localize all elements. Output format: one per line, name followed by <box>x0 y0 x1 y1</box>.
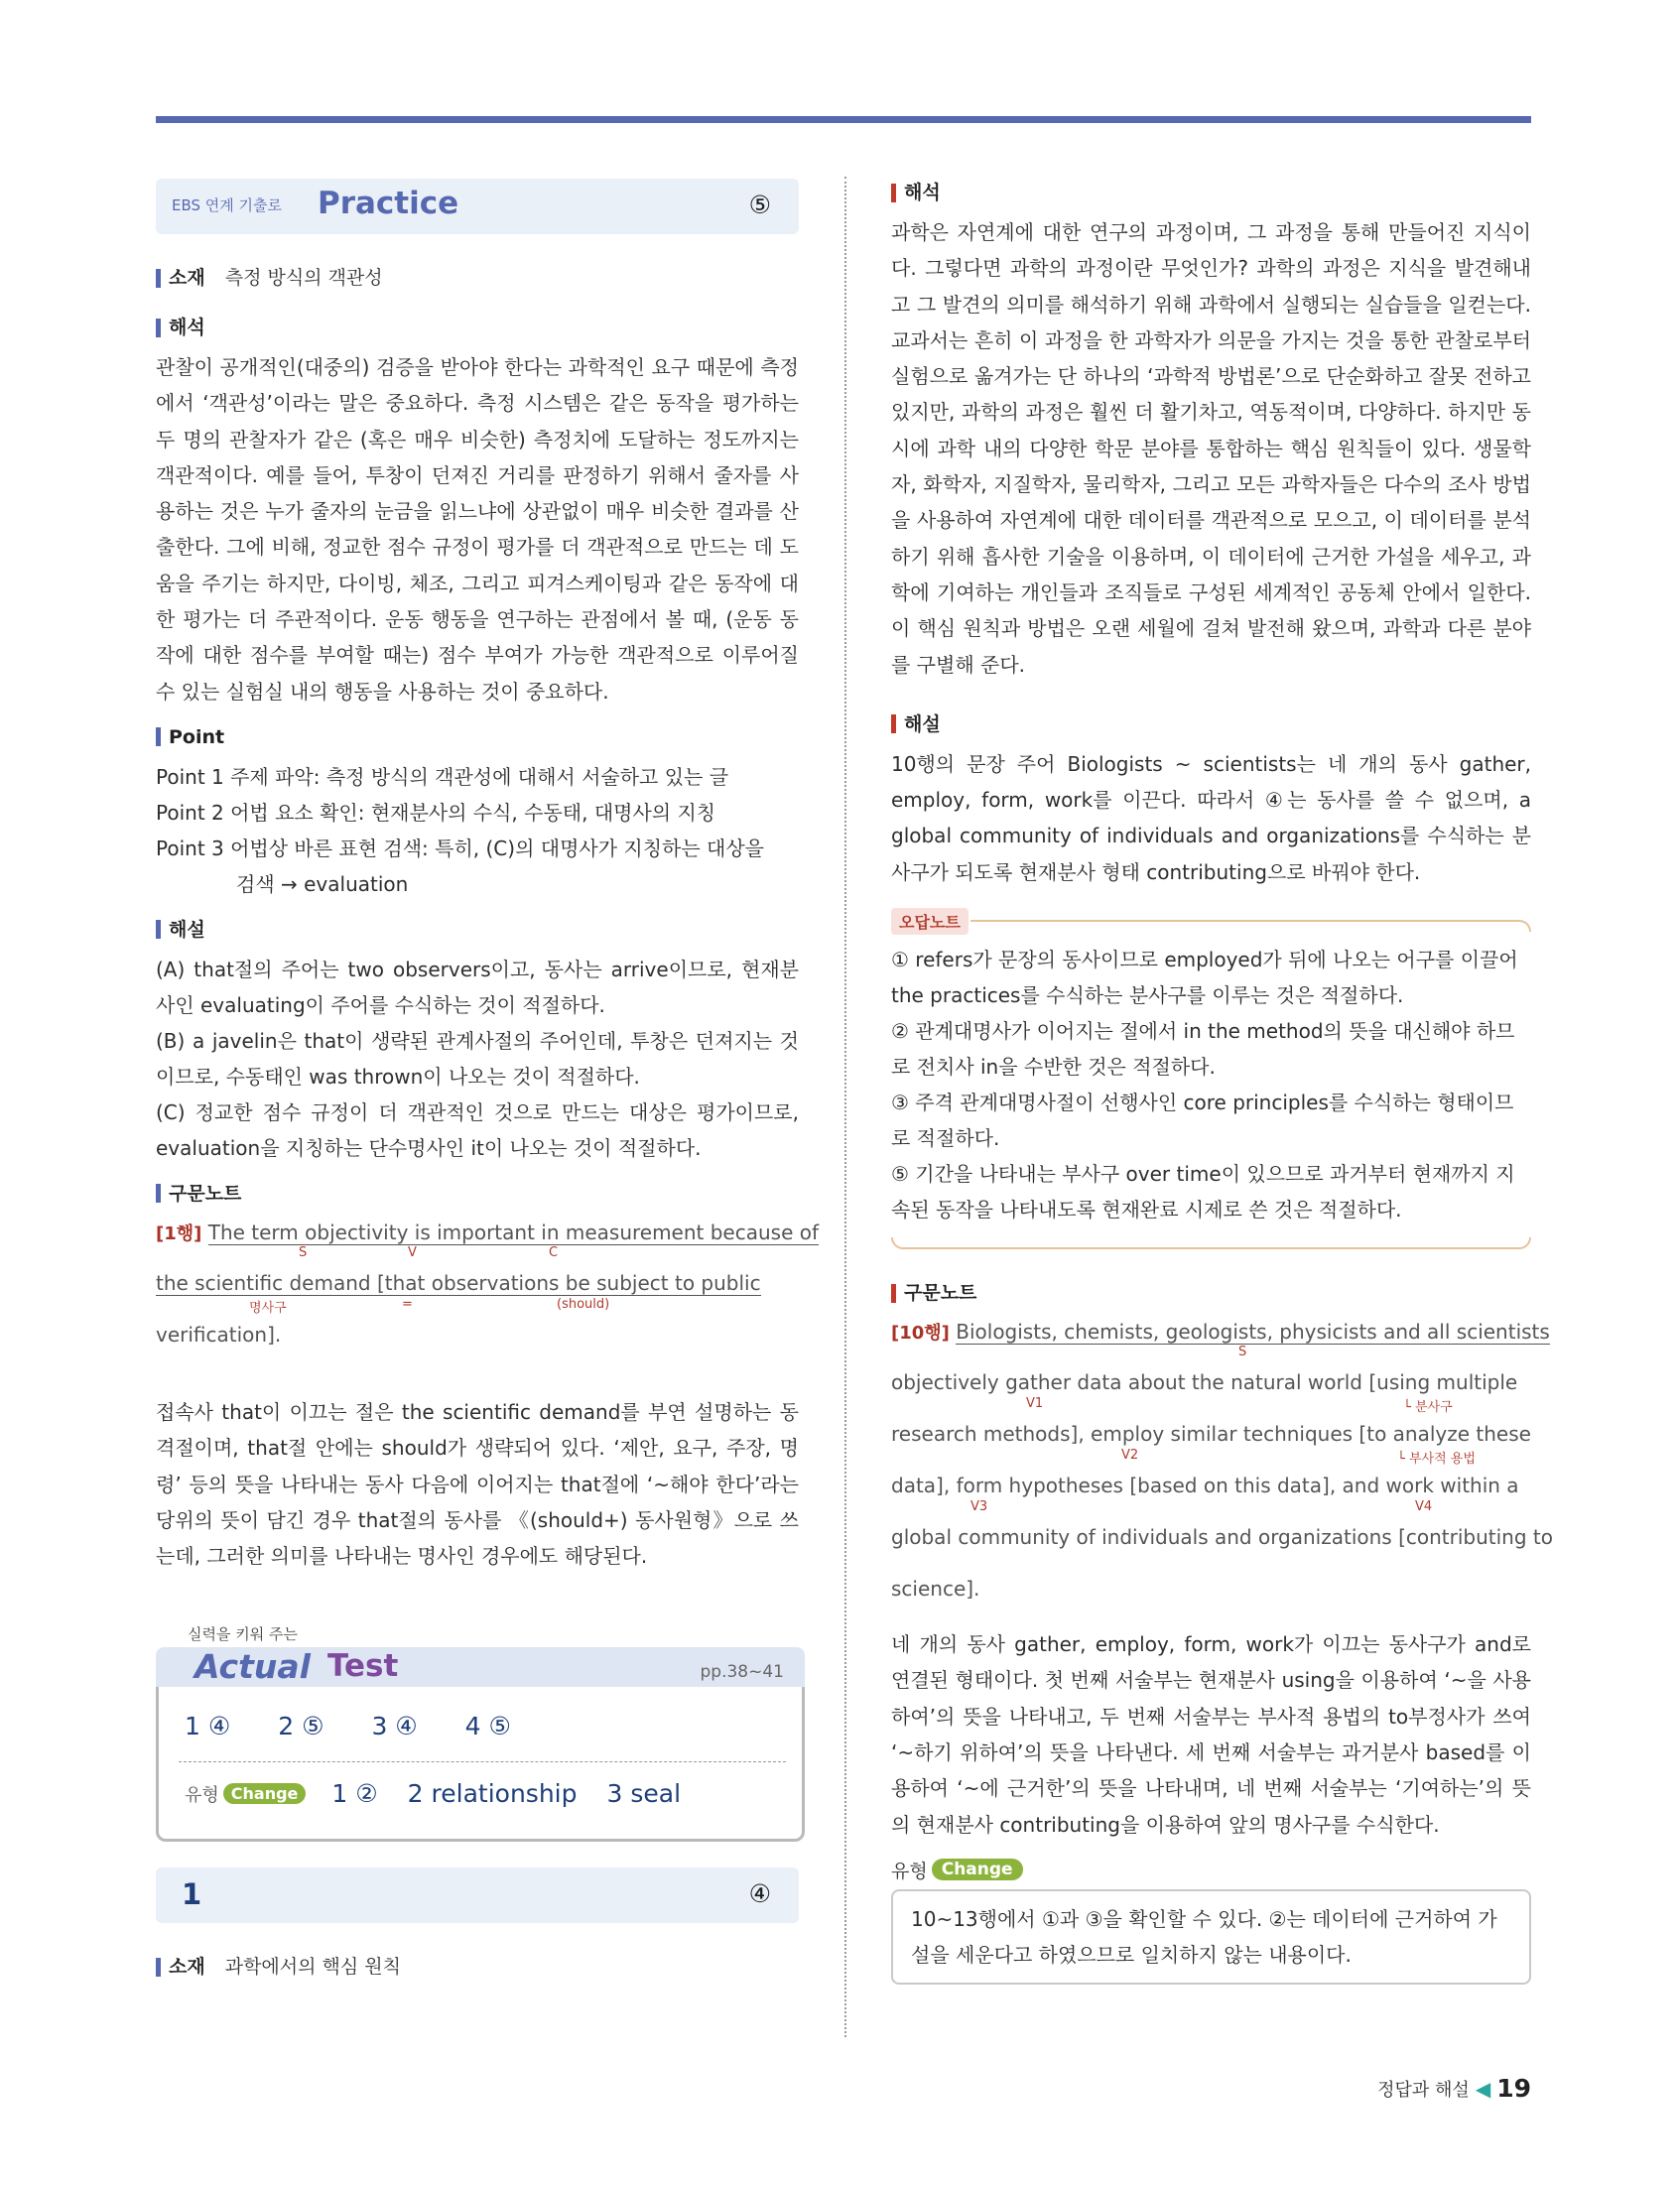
footer-section-label: 정답과 해설 <box>1377 2079 1470 2101</box>
topic-heading <box>156 1953 799 1981</box>
page-number: 19 <box>1496 2074 1531 2103</box>
type-change-text: 10~13행에서 ①과 ③을 확인할 수 있다. ②는 데이터에 근거하여 가설을 세운다고 하였으므로 일치하지 않는 내용이다. <box>891 1889 1531 1985</box>
explanation-label: 해설 <box>904 712 941 735</box>
wrong-note-item: ③ 주격 관계대명사절이 선행사인 core principles를 수식하는 형태이므로 적절하다. <box>891 1091 1514 1151</box>
grammar-label-noun: 명사구 <box>249 1300 287 1316</box>
grammar-line: verification]. <box>156 1322 282 1347</box>
section-bar <box>156 727 161 746</box>
practice-title: Practice <box>318 186 459 221</box>
grammar-label-adverbial: └ 부사적 용법 <box>1397 1452 1476 1468</box>
grammar-label-v1: V1 <box>1026 1396 1044 1412</box>
section-bar <box>156 920 161 939</box>
topic-heading <box>156 264 799 292</box>
point-label: Point <box>169 725 225 748</box>
actual-test-title-2: Test <box>327 1648 399 1685</box>
grammar-line: research methods], employ similar techniques [to analyze these <box>891 1422 1531 1447</box>
point-item: Point 1 주제 파악: 측정 방식의 객관성에 대해서 서술하고 있는 글 <box>156 764 729 789</box>
type-label: 유형 <box>891 1860 928 1882</box>
point-item: Point 2 어법 요소 확인: 현재분사의 수식, 수동태, 대명사의 지칭 <box>156 800 716 825</box>
grammar-line: objectively gather data about the natural world [using multiple <box>891 1370 1518 1395</box>
practice-small-label: EBS 연계 기출로 <box>172 196 283 214</box>
note-frame-bottom <box>891 1237 1531 1249</box>
question-answer: ④ <box>748 1879 771 1909</box>
topic-text: 측정 방식의 객관성 <box>224 267 383 289</box>
section-bar <box>156 1184 161 1203</box>
explanation-heading <box>891 710 1531 738</box>
translation-label: 해석 <box>904 182 941 203</box>
section-bar <box>156 1958 161 1977</box>
explanation-heading <box>156 916 799 944</box>
section-bar <box>156 269 161 288</box>
wrong-note-tag: 오답노트 <box>891 908 969 935</box>
column-divider <box>844 177 846 2037</box>
grammar-line: data], form hypotheses [based on this data], and work within a <box>891 1474 1519 1498</box>
explanation-item: (A) that절의 주어는 two observers이고, 동사는 arrive이므로, 현재분사인 evaluating이 주어를 수식하는 것이 적절하다. <box>156 957 799 1017</box>
actual-test-caption: 실력을 키워 주는 <box>188 1625 298 1644</box>
grammar-line: Biologists, chemists, geologists, physicists and all scientists <box>956 1320 1550 1345</box>
explanation-label: 해설 <box>169 918 205 941</box>
actual-test-pages: pp.38~41 <box>700 1662 784 1683</box>
point-item: Point 3 어법상 바른 표현 검색: 특히, (C)의 대명사가 지칭하는 대상을 <box>156 836 764 860</box>
grammar-label-s: S <box>1238 1345 1247 1360</box>
actual-test-answers <box>185 1712 551 1740</box>
grammar-label-participle: └ 분사구 <box>1403 1400 1453 1416</box>
change-badge: Change <box>932 1859 1023 1880</box>
explanation-text: 10행의 문장 주어 Biologists ~ scientists는 네 개의 동사 gather, employ, form, work를 이끈다. 따라서 ④는 동사를 쓸 수 없으며, a global community of individuals and organizations를 수식하는 분사구가 되도록 현재분사 형태 contributing으로 바꿔야 한다. <box>891 751 1531 884</box>
topic-text: 과학에서의 핵심 원칙 <box>224 1956 401 1979</box>
left-column <box>156 179 820 1989</box>
question-number: 1 <box>182 1877 202 1912</box>
wrong-note-item: ② 관계대명사가 이어지는 절에서 in the method의 뜻을 대신해야 하므로 전치사 in을 수반한 것은 적절하다. <box>891 1019 1515 1080</box>
grammar-line: science]. <box>891 1577 980 1602</box>
grammar-note: 접속사 that이 이끄는 절은 the scientific demand를 부연 설명하는 동격절이며, that절 안에는 should가 생략되어 있다. ‘제안, 요구, 주장, 명령’ 등의 뜻을 나타내는 동사 다음에 이어지는 that절에 ‘~해야 한다’라는 당위의 뜻이 담긴 경우 that절의 동사를 《(should+) 동사원형》으로 쓰는데, 그러한 의미를 나타내는 명사인 경우에도 해당된다. <box>156 1399 799 1569</box>
answer-item: 3 ④ <box>371 1712 418 1741</box>
note-frame-top <box>970 920 1531 932</box>
grammar-note: 네 개의 동사 gather, employ, form, work가 이끄는 동사구가 and로 연결된 형태이다. 첫 번째 서술부는 현재분사 using을 이용하여 ‘~을 사용하여’의 뜻을 나타내고, 두 번째 서술부는 부사적 용법의 to부정사가 쓰여 ‘~하기 위하여’의 뜻을 나타낸다. 세 번째 서술부는 과거분사 based를 이용하여 ‘~에 근거한’의 뜻을 나타내며, 네 번째 서술부는 ‘기여하는’의 뜻의 현재분사 contributing을 이용하여 앞의 명사구를 수식한다. <box>891 1632 1531 1837</box>
wrong-note-item: ⑤ 기간을 나타내는 부사구 over time이 있으므로 과거부터 현재까지 지속된 동작을 나타내도록 현재완료 시제로 쓴 것은 적절하다. <box>891 1162 1515 1223</box>
explanation-item: (C) 정교한 점수 규정이 더 객관적인 것으로 만드는 대상은 평가이므로, evaluation을 지칭하는 단수명사인 it이 나오는 것이 적절하다. <box>156 1099 799 1160</box>
type-change-section <box>891 1857 1531 1985</box>
translation-text: 과학은 자연계에 대한 연구의 과정이며, 그 과정을 통해 만들어진 지식이다. 그렇다면 과학의 과정이란 무엇인가? 과학의 과정은 지식을 발견해내고 그 발견의 의미를 해석하기 위해 과학에서 실행되는 실습들을 일컫는다. 교과서는 흔히 이 과정을 한 과학자가 의문을 가지는 것을 통한 관찰로부터 실험으로 옮겨가는 단 하나의 ‘과학적 방법론’으로 단순화하고 잘못 전하고 있지만, 과학의 과정은 훨씬 더 활기차고, 역동적이며, 다양하다. 하지만 동시에 과학 내의 다양한 학문 분야를 통합하는 핵심 원칙들이 있다. 생물학자, 화학자, 지질학자, 물리학자, 그리고 모든 과학자들은 다수의 조사 방법을 사용하여 자연계에 대한 데이터를 객관적으로 모으고, 이 데이터를 분석하기 위해 흡사한 기술을 이용하며, 이 데이터에 근거한 가설을 세우고, 과학에 기여하는 개인들과 조직들로 구성된 세계적인 공동체 안에서 일한다. 이 핵심 원칙과 방법은 오랜 세월에 걸쳐 발전해 왔으며, 과학과 다른 분야를 구별해 준다. <box>891 220 1531 677</box>
actual-test-box <box>156 1623 799 1842</box>
answer-item: 2 relationship <box>407 1779 578 1809</box>
type-label: 유형 <box>185 1784 219 1806</box>
change-badge: Change <box>223 1783 307 1804</box>
dashed-divider <box>179 1761 786 1762</box>
grammar-label-c: C <box>549 1244 559 1260</box>
translation-text: 관찰이 공개적인(대중의) 검증을 받아야 한다는 과학적인 요구 때문에 측정에서 ‘객관성’이라는 말은 중요하다. 측정 시스템은 같은 동작을 평가하는 두 명의 관찰자가 같은 (혹은 매우 비슷한) 측정치에 도달하는 정도까지는 객관적이다. 예를 들어, 투창이 던져진 거리를 판정하기 위해서 줄자를 사용하는 것은 누가 줄자의 눈금을 읽느냐에 상관없이 매우 비슷한 결과를 산출한다. 그에 비해, 정교한 점수 규정이 평가를 더 객관적으로 만드는 데 도움을 주기는 하지만, 다이빙, 체조, 그리고 피겨스케이팅과 같은 동작에 대한 평가는 더 주관적이다. 운동 행동을 연구하는 관점에서 볼 때, (운동 동작에 대한 점수를 부여할 때는) 점수 부여가 가능한 객관적으로 이루어질 수 있는 실험실 내의 행동을 사용하는 것이 중요하다. <box>156 355 799 704</box>
section-bar <box>891 184 896 202</box>
answer-item: 3 seal <box>606 1779 682 1809</box>
section-bar <box>891 714 896 733</box>
actual-test-title: Actual <box>194 1647 311 1687</box>
type-change-heading <box>891 1857 1531 1883</box>
page-footer <box>1377 2074 1531 2103</box>
wrong-note-item: ① refers가 문장의 동사이므로 employed가 뒤에 나오는 어구를 이끌어 the practices를 수식하는 분사구를 이루는 것은 적절하다. <box>891 948 1518 1008</box>
grammar-label-s: S <box>299 1244 308 1260</box>
grammar-line-ref: [1행] <box>156 1223 202 1244</box>
grammar-label-should: (should) <box>557 1296 610 1312</box>
grammar-heading <box>156 1180 799 1208</box>
grammar-label-eq: = <box>402 1296 413 1312</box>
answer-item: 2 ⑤ <box>278 1712 324 1741</box>
grammar-analysis <box>891 1315 1553 1612</box>
explanation-item: (B) a javelin은 that이 생략된 관계사절의 주어인데, 투창은 던져지는 것이므로, 수동태인 was thrown이 나오는 것이 적절하다. <box>156 1028 799 1089</box>
change-answers <box>185 1779 711 1808</box>
grammar-line-ref: [10행] <box>891 1323 950 1345</box>
point-item-continued: 검색 → evaluation <box>236 871 409 896</box>
grammar-line: The term objectivity is important in measurement because of <box>207 1220 820 1244</box>
grammar-line: the scientific demand [that observations be subject to public <box>156 1270 761 1295</box>
answer-item: 1 ② <box>331 1779 378 1809</box>
answer-item: 1 ④ <box>185 1712 231 1741</box>
section-bar <box>156 319 161 337</box>
point-heading <box>156 723 799 751</box>
topic-label: 소재 <box>169 267 205 289</box>
translation-label: 해석 <box>169 317 205 338</box>
practice-header <box>156 179 799 234</box>
top-rule <box>156 116 1531 123</box>
triangle-left-icon: ◀ <box>1475 2076 1491 2101</box>
grammar-line: global community of individuals and organizations [contributing to <box>891 1525 1553 1550</box>
grammar-analysis <box>156 1216 820 1380</box>
grammar-heading <box>891 1279 1531 1307</box>
translation-heading <box>891 179 1531 206</box>
question-1-header <box>156 1867 799 1923</box>
actual-test-frame <box>156 1647 805 1842</box>
grammar-label-v2: V2 <box>1121 1448 1139 1464</box>
grammar-label-v: V <box>408 1244 417 1260</box>
answer-item: 4 ⑤ <box>464 1712 511 1741</box>
grammar-label-v4: V4 <box>1415 1499 1433 1515</box>
topic-label: 소재 <box>169 1956 205 1979</box>
wrong-answer-note <box>891 908 1531 1249</box>
grammar-label: 구문노트 <box>904 1282 977 1305</box>
grammar-label-v3: V3 <box>970 1499 988 1515</box>
right-column <box>891 179 1553 1985</box>
practice-answer: ⑤ <box>748 191 771 219</box>
section-bar <box>891 1284 896 1303</box>
grammar-label: 구문노트 <box>169 1182 242 1205</box>
translation-heading <box>156 314 799 341</box>
